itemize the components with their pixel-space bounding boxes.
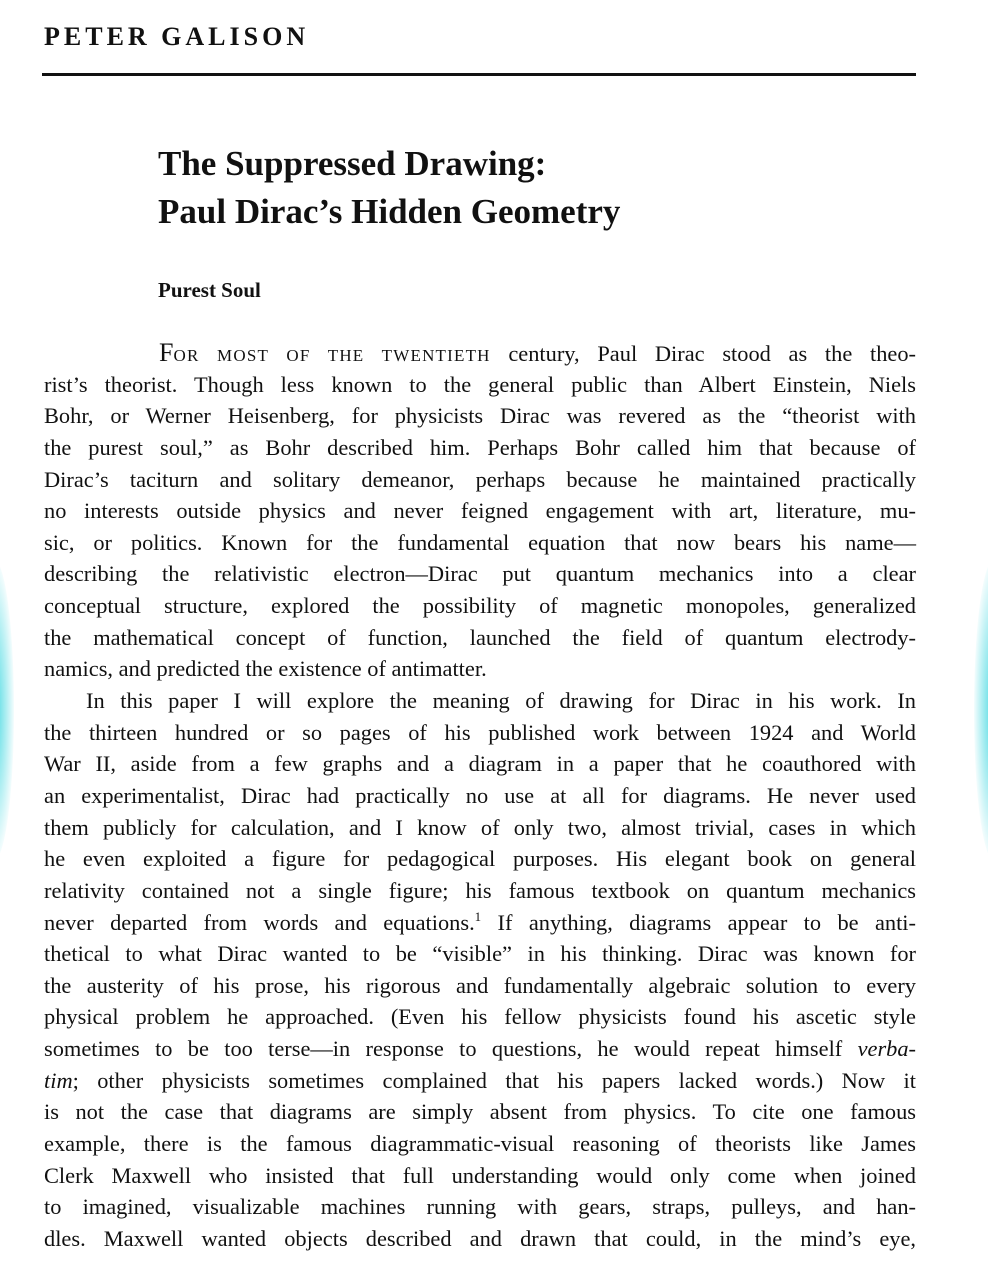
paragraph-line: an experimentalist, Dirac had practically no use at all for diagrams. He never used: [44, 782, 916, 808]
paragraph-line: Bohr, or Werner Heisenberg, for physicists Dirac was revered as the “theorist with: [44, 403, 916, 429]
section-heading: Purest Soul: [158, 278, 261, 302]
paragraph-line: dles. Maxwell wanted objects described and drawn that could, in the mind’s eye,: [44, 1225, 916, 1251]
paragraph-line: the austerity of his prose, his rigorous and fundamentally algebraic solution to every: [44, 972, 916, 998]
paragraph-line: War II, aside from a few graphs and a diagram in a paper that he coauthored with: [44, 751, 916, 777]
paragraph-line: sometimes to be too terse—in response to questions, he would repeat himself verba-: [44, 1036, 916, 1062]
paragraph-line: no interests outside physics and never feigned engagement with art, literature, mu-: [44, 498, 916, 524]
paragraph-line: conceptual structure, explored the possibility of magnetic monopoles, generalized: [44, 593, 916, 619]
title-line-1: The Suppressed Drawing:: [158, 144, 547, 183]
paragraph-line: them publicly for calculation, and I know of only two, almost trivial, cases in which: [44, 814, 916, 840]
body-text: [44, 337, 916, 1255]
paragraph-line: he even exploited a figure for pedagogical purposes. His elegant book on general: [44, 846, 916, 872]
paragraph-line: sic, or politics. Known for the fundamental equation that now bears his name—: [44, 529, 916, 555]
paragraph-line: to imagined, visualizable machines running with gears, straps, pulleys, and han-: [44, 1194, 916, 1220]
paragraph-line: In this paper I will explore the meaning of drawing for Dirac in his work. In: [86, 688, 916, 714]
paragraph-line: example, there is the famous diagrammatic-visual reasoning of theorists like James: [44, 1131, 916, 1157]
paragraph-line: never departed from words and equations.$^1$ If anything, diagrams appear to be anti-: [44, 908, 916, 935]
drop-cap: F: [159, 338, 174, 367]
paragraph-line: the mathematical concept of function, launched the field of quantum electrody-: [44, 624, 916, 650]
paragraph-line: thetical to what Dirac wanted to be “visible” in his thinking. Dirac was known for: [44, 941, 916, 967]
paragraph-line: FOR MOST OF THE TWENTIETH century, Paul Dirac stood as the theo-: [159, 338, 917, 367]
italic-word: verba-: [857, 1036, 916, 1062]
paragraph-line: describing the relativistic electron—Dirac put quantum mechanics into a clear: [44, 561, 916, 587]
running-head: PETER GALISON: [44, 22, 310, 51]
paragraph-line: the thirteen hundred or so pages of his published work between 1924 and World: [44, 719, 916, 745]
small-caps-opening: OR MOST OF THE TWENTIETH: [173, 346, 491, 365]
paragraph-line: relativity contained not a single figure; his famous textbook on quantum mechanics: [44, 877, 916, 903]
left-edge-glow: [0, 560, 14, 860]
right-edge-glow: [974, 560, 988, 860]
paragraph-line: namics, and predicted the existence of antimatter.: [44, 656, 487, 682]
paragraph-line: physical problem he approached. (Even his fellow physicists found his ascetic style: [44, 1004, 916, 1030]
paragraph-line: rist’s theorist. Though less known to the general public than Albert Einstein, Niels: [44, 371, 916, 397]
italic-word: tim: [44, 1067, 73, 1093]
article-title: [158, 140, 898, 236]
title-line-2: Paul Dirac’s Hidden Geometry: [158, 192, 621, 231]
paragraph-line: Clerk Maxwell who insisted that full understanding would only come when joined: [44, 1162, 916, 1188]
header-rule: [42, 73, 916, 76]
paragraph-line: tim; other physicists sometimes complained that his papers lacked words.) Now it: [44, 1067, 916, 1093]
paragraph-line: is not the case that diagrams are simply absent from physics. To cite one famous: [44, 1099, 916, 1125]
paragraph-line: the purest soul,” as Bohr described him. Perhaps Bohr called him that because of: [44, 434, 916, 460]
paragraph-line: Dirac’s taciturn and solitary demeanor, perhaps because he maintained practically: [44, 466, 916, 492]
footnote-ref[interactable]: 1: [474, 908, 482, 924]
